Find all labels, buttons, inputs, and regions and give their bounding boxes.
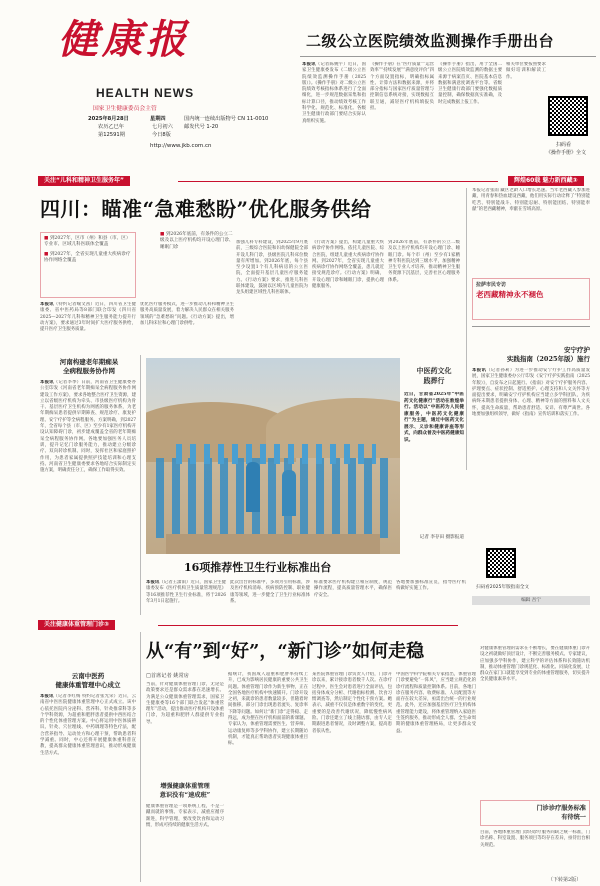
qr-caption-line1: 扫码看 (556, 142, 572, 148)
subhead2-line1: 增强健康体重管理 (160, 783, 210, 790)
standards-col4: 各地要加强标准宣贯，指导医疗机构做好实施工作。 (396, 580, 466, 592)
top-headline: 二级公立医院绩效监测操作手册出台 (306, 32, 555, 50)
standards-col1: 本报讯（记者王潇雨）近日，国家卫生健康委发布《医疗机构卫生质量管理规范》等16项推荐性卫生行业标准，将于2026年3月1日起施行。 (146, 580, 226, 604)
top-story-col1: 本报讯（记者陈婉宇）近日，国家卫生健康委发布《二级公立医院绩效监测操作手册（2025版）》。《操作手册》对二级公立医院绩效考核指标体系进行了全面细化，进一步规范数据采集和指标计算口径，推动绩效考核工作科学化、规范化、标准化。各级卫生健康行政部门要结合实际认真组织实施。 (302, 62, 366, 124)
main-story-col1: 本报讯（特约记者喻文茜）近日，四川省卫生健康委、省中医药局等8部门联合印发《四川省2025—2027年儿科和精神卫生服务能力提升行动方案》，要求通过3年时间扩大医疗服务供给，提升医疗卫生服务质量。 (40, 302, 136, 333)
yunnan-body: 本报讯（记者李红梅 特约记者张光荣）近日，云南省中医医院健康体重管理中心正式成立。该中心依托医院内分泌科、营养科、针灸推拿科等多个学科资源，为超重和肥胖患者提供中西医结合的个性化体重管理方案。中心将运用中医体质辨识、针灸、穴位埋线、中药调理等特色疗法，配合营养指导、运动处方和心理干预，帮助患者科学减重。同时，中心还将开展健康体重科普宣教，提高群众健康体重管理意识，推动形成健康生活方式。 (40, 694, 136, 756)
byline2: □首席记者 姚常房 (146, 673, 189, 679)
sidebar3-title-1: 门诊诊疗服务标准 (536, 805, 586, 812)
henan-body: 本报讯（记者李季）日前，河南省卫生健康委办公室印发《河南省老年期痴呆全病程服务协作网建设工作方案》，要求各地整合医疗卫生资源，建立以省级医疗机构为牵头、市县级医疗机构为骨干、基层医疗卫生机构为网底的服务体系，为老年期痴呆患者提供早期筛查、规范诊疗、康复护理、安宁疗护等全病程服务。方案明确，到2027年，全省每个县（市、区）至少有1家医疗机构开设认知障碍门诊，初步建成覆盖全省的老年期痴呆全病程服务协作网。各地要加强医务人员培训，提升记忆门诊服务能力，推动建立分级诊疗、双向转诊机制。同时，发挥社区和家庭照护作用，为患者家属提供照护技能培训和心理支持。河南省卫生健康委要求各地结合实际制定实施方案，明确责任分工，确保工作取得实效。 (40, 380, 136, 474)
tibet-title-1: 拉萨市民专访 (476, 282, 507, 288)
issue-lunar2: 七月初六 (152, 124, 173, 130)
anning-title (472, 346, 590, 364)
masthead-sponsor: 国家卫生健康委员会主管 (93, 106, 157, 112)
headline2: 从“有”到“好”，“新门诊”如何走稳 (146, 641, 425, 662)
bullet-3: ■ 到2026年底前，有条件的公立二级及以上医疗机构均开设心理门诊、睡眠门诊 (160, 232, 234, 250)
sidebar3-title-box (480, 800, 590, 826)
photo-caption-title (404, 366, 464, 386)
section-bar (38, 176, 592, 186)
yunnan-title-1: 云南中医药 (71, 672, 105, 680)
main-story-col5: 到2026年底前，有条件的公立二级及以上医疗机构均开设心理门诊、睡眠门诊。每个市（州）至少有1家精神专科医院达到三级水平，加强精神卫生专业人才培养，推动精神卫生服务资源下沉基层，完善社区心理服务体系。 (388, 240, 460, 283)
anning-title-1: 安宁疗护 (564, 346, 590, 354)
continued-note[interactable]: （下转第2版） (548, 877, 582, 883)
top-story-col4: 相关单位要按照要求做好培训和解读工作。 (506, 62, 546, 80)
top-story-col3: 《操作手册》指出，用于全国二级公立医院绩效监测的数据主要来源于病案首页、医院基本信息数据和满意度调查平台等。省级卫生健康行政部门要强化数据质量控制，确保数据真实准确，及时完成数据上报工作。 (438, 62, 502, 105)
qr-code-guideline[interactable] (486, 548, 516, 578)
top-story-col2: 《操作手册》在“医疗质量”“运营效率”“持续发展”“满意度评价”四个方面设置指标，明确指标属性、计算方法和数据来源，并将部分指标与国家医疗质量管理与控制信息系统对接，实现数据互联互通，减轻医疗机构填报负担。 (370, 62, 434, 112)
anning-body: 本报讯（记者孙莉）为进一步推动安宁疗护工作高质量发展，国家卫生健康委办公厅印发《安宁疗护实践指南（2025年版）》，自发布之日起施行。《指南》对安宁疗护服务内容、护理要点、症状控制、舒适照护、心理支持和人文关怀等方面提出要求，明确安宁疗护机构应当建立多学科团队，为疾病终末期患者提供身体、心理、精神等方面的照料和人文关怀，提高生命质量，帮助患者舒适、安详、有尊严离世。各地要加强组织领导，做好《指南》宣传培训和落实工作。 (472, 368, 590, 418)
photo-caption-title-2: 践葬行 (423, 376, 445, 385)
section2-tag: 关注健康体重管理门诊③ (38, 620, 115, 630)
s2-col3: 某医院体重管理门诊负责人介绍，门诊开诊以来，累计接诊患者数千人次。在诊疗过程中，医生会对患者进行全面评估，包括身体成分分析、代谢指标检测、饮食习惯调查等，然后制定个性化干预方案。她表示，减重不仅仅是体重数字的变化，更重要的是改善代谢状况，降低慢性病风险。门诊还建立了线上随访群，由专人定期跟进患者情况，及时调整方案，提高患者依从性。 (312, 672, 392, 734)
photo-caption-title-1: 中医药文化 (416, 366, 452, 375)
subhead2 (146, 782, 224, 800)
issue-info (88, 116, 293, 144)
s2-col1: 当前，针对健康体重管理门诊，无论是政策要求还是群众需求都在迅速增长。为满足公众健康体重管理需求，国家卫生健康委等16个部门联合发起“体重管理年”活动，提出推动医疗机构开设体重门诊，为超重和肥胖人群提供专业指导。 (146, 682, 224, 725)
qr-code-handbook[interactable] (548, 96, 588, 136)
website-url[interactable]: http://www.jkb.com.cn (150, 143, 212, 149)
issue-date: 2025年8月28日 (88, 116, 129, 122)
bullet-2: ■ 到2027年，全省实现儿童重大疾病诊疗协作网络全覆盖 (44, 251, 131, 264)
bullet-box (40, 232, 136, 298)
s2-col1b: 健康体重管理是一项系统工程，不是一蹴而就的事情。专家表示，减重应循序渐进，科学管理，要改变饮食和运动习惯，形成可持续的健康生活方式。 (146, 804, 224, 828)
continued-note-text: 下转第2版 (553, 877, 577, 883)
bullet-1: ■ 到2027年，区市（州）和县（市、区）专业市、区域儿科医联体全覆盖 (44, 236, 131, 248)
photo-caption: 近日，甘肃省2025年“中医药文化健康行”活动在敦煌举行。活动以“中医药为人民健康服务，中医药文化健康行”为主题，通过中医药文化展示、义诊和健康讲座等形式，向群众普及中医药健康知识。 (404, 392, 464, 443)
main-story-col4: 《行动方案》提出，构建儿童重大疾病诊疗协作网络。依托儿童医院、综合医院，组建儿童重大疾病诊疗协作网。到2027年，全省实现儿童重大疾病诊疗协作网络全覆盖，患儿就近接受规范诊疗。《行动方案》明确，开设心理门诊和睡眠门诊，提供心理健康服务。 (312, 240, 384, 290)
masthead (0, 0, 600, 156)
issue-cn: 国内统一连续出版物号 CN 11-0010 (184, 116, 269, 122)
s2-col5b: 目前，各地体重管理门诊的诊疗服务尚缺乏统一标准，门诊名称、科室设置、服务项目等均存在差异，亟待出台相关规范。 (480, 830, 590, 848)
anning-title-2: 实践指南（2025年版）施行 (506, 355, 590, 363)
issue-post: 邮发代号 1-20 (184, 124, 219, 130)
sidebar3-title-2: 有待统一 (561, 814, 586, 821)
editor-bar: 编辑 吾宁 (472, 596, 590, 605)
tibet-body: 本报记者张雨 藏区老龄人口增长迅速。当年老西藏人参加进藏，用青春和热血建设西藏，他们用实际行动诠释了“特别能吃苦、特别能战斗、特别能忍耐、特别能团结、特别能奉献”的老西藏精神，奉献在雪域高原。 (472, 188, 590, 212)
henan-title (42, 358, 136, 376)
issue-lunar1: 农历乙巳年 (98, 124, 124, 130)
yunnan-title (40, 672, 136, 690)
henan-title-1: 河南构建老年期痴呆 (59, 358, 119, 366)
main-headline: 四川：瞄准“急难愁盼”优化服务供给 (40, 197, 372, 221)
s2-col2: 据统计，我国成人超重和肥胖率持续上升，已成为影响居民健康的重要公共卫生问题。体重管理门诊作为新生事物，正在全国各地医疗机构中快速铺开。门诊开设之初，来就诊的患者数量较多，但随着时间推移，部分门诊出现患者流失、复诊率下降等问题。如何让“新门诊”走得稳、走得远，成为摆在医疗机构面前的新课题。专家认为，体重管理需要医生、营养师、运动康复师等多学科协作，建立长期随访机制，才能真正帮助患者实现健康体重目标。 (228, 672, 308, 747)
issue-weekday: 星期四 (150, 116, 166, 122)
issue-number: 第12591期 (98, 132, 125, 138)
tibet-title-box (472, 278, 590, 320)
yunnan-title-2: 健康体重管理中心成立 (55, 681, 121, 689)
subhead2-line2: 意识没有“速成班” (159, 792, 211, 799)
photo-dunhuang (146, 358, 400, 554)
qr2-caption: 扫码看2025年版指南全文 (476, 585, 530, 590)
main-story-col3: 加强儿科专科建设，到2025年9月底前，三级综合医院和妇幼保健院全部开设儿科门诊，县级医院儿科床位数量有所增加。到2026年底，每个县至少设置1个有儿科病房的公立医院，全面提升基层儿童医疗服务能力。《行动方案》要求，推进儿科医联体建设，鼓励以区域内儿童医院为龙头组建区域性儿科医联体。 (236, 240, 308, 296)
masthead-logo: 健康报 (58, 16, 190, 63)
standards-headline: 16项推荐性卫生行业标准出台 (184, 561, 332, 574)
photo-credit: 记者 李存田 摄影报道 (419, 535, 464, 540)
tibet-title-2: 老西藏精神永不褪色 (476, 290, 544, 299)
qr-caption-line2: 《操作手册》全文 (546, 150, 587, 156)
s2-col4: 中国医学科学院相关专家指出，体重管理门诊要避免“一阵风”，应当建立规范化的诊疗流程和质量控制体系。目前，各地门诊在服务内容、收费标准、人员配置等方面存在较大差异，亟需出台统一的行业规范。此外，还应加强基层医疗卫生机构体重管理能力建设，将体重管理纳入家庭医生签约服务，推动形成全人群、全生命周期的健康体重管理格局，让更多群众受益。 (396, 672, 476, 734)
section2-bar (38, 620, 592, 630)
s2-col5: 对健康体重管理的需求在不断增长，要在健康体重门诊开设之初就做好顶层设计，不断完善服务模式。专家建议，应加强多学科协作，建立科学的评估体系和长效随访机制，推动体重管理门诊规范化、标准化、同质化发展，让群众在家门口就能享受到专业的体重管理服务，切实提升全民健康素养水平。 (480, 646, 590, 683)
main-story-col2: 优化医疗服务模式，进一步推动儿科和精神卫生服务高质量发展，着力解决人民群众在相关服务领域的“急难愁盼”问题。《行动方案》提出，增加儿科床位和心理门诊供给。 (140, 302, 234, 326)
henan-title-2: 全病程服务协作网 (63, 367, 115, 375)
standards-col2: 此次出台的标准中，多项为引用标准，涉及医疗机构消毒、疾病预防控制、职业健康等领域，进一步健全了卫生行业标准体系。 (230, 580, 310, 604)
issue-pages: 今日8版 (152, 132, 171, 138)
section-tag-right: 辉煌60载 魅力新西藏③ (508, 176, 584, 186)
standards-col3: 标准要求医疗机构建立相应制度，规范操作流程，提高质量管理水平，确保医疗安全。 (314, 580, 392, 598)
masthead-english: HEALTH NEWS (96, 86, 195, 100)
section-tag-left: 关注“儿科和精神卫生服务年” (38, 176, 130, 186)
